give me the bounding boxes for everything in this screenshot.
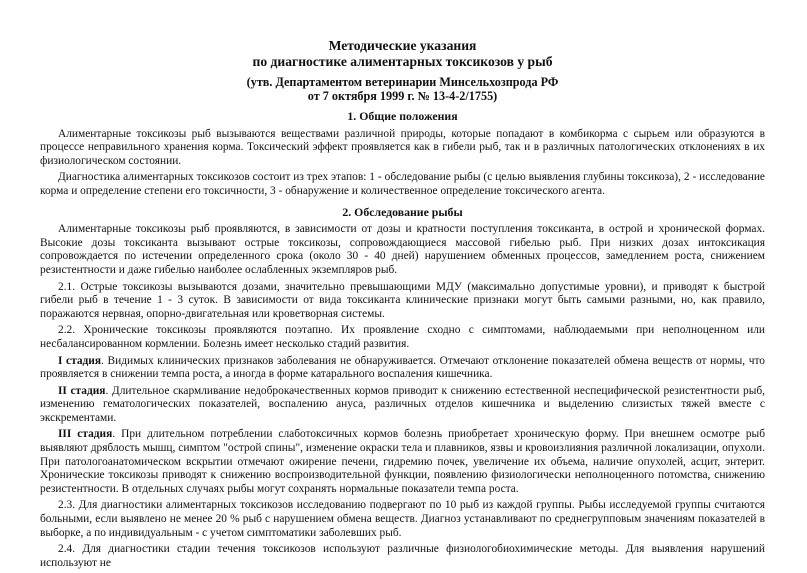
paragraph-2-3: 2.3. Для диагностики алиментарных токсикозов исследованию подвергают по 10 рыб из каждой группы. Рыбы исследуемой группы считаются больными, если выявлено не менее 20 % рыб с нарушением обмена веществ. Диагноз устанавливают по среднегрупповым значениям показателей в выборке, а по индивидуальным - с учетом симптоматики заболевших рыб. bbox=[40, 499, 765, 539]
paragraph-2-2: 2.2. Хронические токсикозы проявляются поэтапно. Их проявление сходно с симптомами, наблюдаемыми при неполноценном или несбалансированном кормлении. Болезнь имеет несколько стадий развития. bbox=[40, 324, 765, 350]
title-line-1: Методические указания bbox=[328, 38, 477, 53]
document-title bbox=[40, 38, 765, 69]
stage-2-text: . Длительное скармливание недоброкачественных кормов приводит к снижению естественной неспецифической резистентности рыб, изменению гематологических показателей, воспалению ануса, различных отделов кишечника и выделению слизистых тяжей вместе с экскрементами. bbox=[40, 384, 766, 424]
title-line-2: по диагностике алиментарных токсикозов у рыб bbox=[252, 53, 553, 69]
section-1-paragraph-2: Диагностика алиментарных токсикозов состоит из трех этапов: 1 - обследование рыбы (с целью выявления глубины токсикоза), 2 - исследование корма и определение степени его токсичности, 3 - обнаружение и количественное определение токсического агента. bbox=[40, 171, 765, 197]
subtitle-line-1: (утв. Департаментом ветеринарии Минсельхозпрода РФ bbox=[246, 75, 559, 89]
stage-3-text: . При длительном потреблении слаботоксичных кормов болезнь приобретает хроническую форму. При внешнем осмотре рыб выявляют дряблость мышц, симптом "острой спины", изменение окраски тела и плавников, язвы и кровоизлияния различной локализации, опухоли. При патологоанатомическом вскрытии отмечают ожирение печени, гидремию почек, увеличение их объема, наличие опухолей, асцит, энтерит. Хронические токсикозы приводят к снижению воспроизводительной функции, появлению физиологически неполноценного потомства, снижению резистентности. В отдельных случаях рыбы могут сохранять нормальные показатели темпа роста. bbox=[40, 428, 765, 495]
section-1-paragraph-1: Алиментарные токсикозы рыб вызываются веществами различной природы, которые попадают в комбикорма с сырьем или образуются в процессе неправильного хранения корма. Токсический эффект проявляется как в гибели рыб, так и в различных патологических отклонениях в их физиологическом состоянии. bbox=[40, 127, 765, 167]
document-subtitle bbox=[40, 75, 765, 103]
stage-3-label: III стадия bbox=[58, 428, 113, 441]
section-1-heading: 1. Общие положения bbox=[347, 109, 458, 123]
stage-1-paragraph bbox=[40, 355, 765, 382]
subtitle-line-2: от 7 октября 1999 г. № 13-4-2/1755) bbox=[307, 89, 498, 103]
paragraph-2-4: 2.4. Для диагностики стадии течения токсикозов используют различные физиологобиохимические методы. Для выявления нарушений используют не bbox=[40, 543, 765, 569]
paragraph-2-1: 2.1. Острые токсикозы вызываются дозами, значительно превышающими МДУ (максимально допустимые уровни), и приводят к быстрой гибели рыб в течение 1 - 3 суток. В зависимости от вида токсиканта клинические признаки могут быть самыми разными, но, как правило, поражаются нервная, опорно-двигательная или кроветворная системы. bbox=[40, 280, 765, 320]
stage-2-label: II стадия bbox=[58, 384, 106, 397]
section-2-heading: 2. Обследование рыбы bbox=[342, 204, 463, 219]
section-2-paragraph-intro: Алиментарные токсикозы рыб проявляются, в зависимости от дозы и кратности поступления токсиканта, в острой и хронической формах. Высокие дозы токсиканта вызывают острые токсикозы, сопровождающиеся массовой гибелью рыб. При низких дозах интоксикация сопровождается по истечении определенного срока (около 30 - 40 дней) нарушением обменных процессов, замедлением роста, снижением резистентности и даже гибелью наиболее ослабленных экземпляров рыб. bbox=[40, 223, 765, 276]
stage-2-paragraph bbox=[40, 385, 765, 426]
stage-1-label: I стадия bbox=[58, 354, 102, 367]
document-page bbox=[40, 38, 765, 573]
stage-3-paragraph bbox=[40, 428, 765, 496]
stage-1-text: . Видимых клинических признаков заболевания не обнаруживается. Отмечают отклонение показателей обмена веществ от нормы, что проявляется в снижении темпа роста, а иногда в форме катарального воспаления кишечника. bbox=[40, 354, 765, 381]
